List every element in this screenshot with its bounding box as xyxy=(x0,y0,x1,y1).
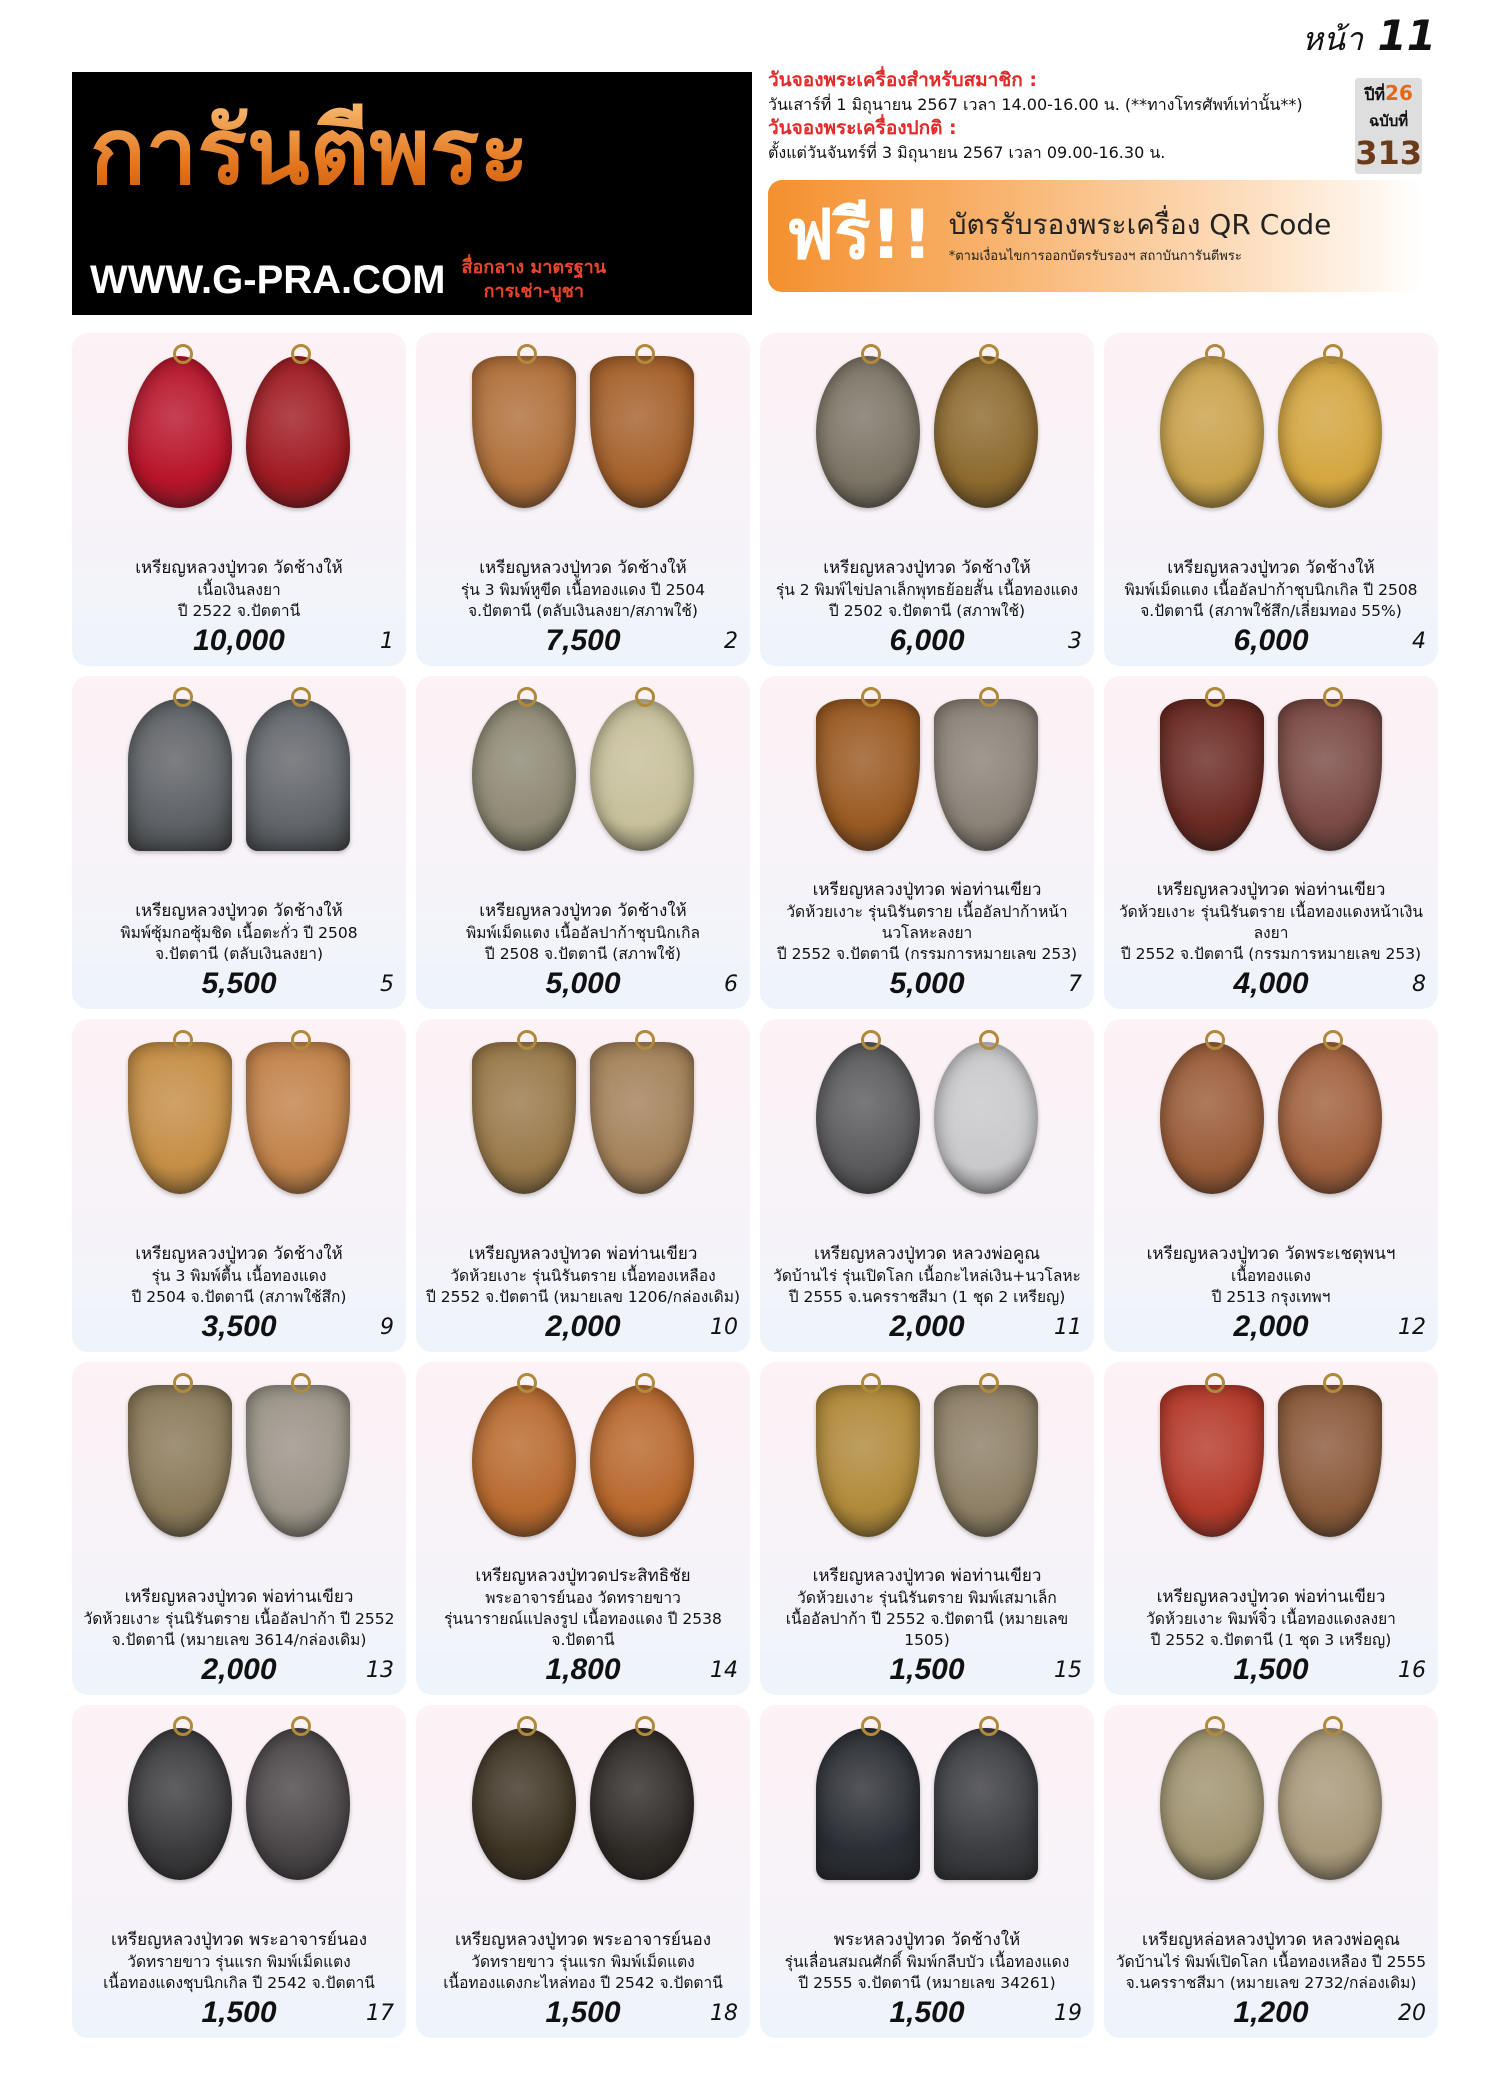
price: 10,000 xyxy=(193,624,285,657)
price: 2,000 xyxy=(1233,1310,1309,1343)
description-line: เหรียญหลวงปู่ทวด วัดช้างให้ xyxy=(1167,558,1375,578)
item-number: 7 xyxy=(1068,972,1082,997)
price-row xyxy=(416,622,750,666)
amulet-images xyxy=(760,1033,1094,1203)
amulet-photo-back xyxy=(934,356,1038,508)
description-line: จ.ปัตตานี (ตลับเงินลงยา) xyxy=(154,945,324,963)
description-line: ปี 2552 จ.ปัตตานี (กรรมการหมายเลข 253) xyxy=(776,945,1078,963)
description-line: วัดห้วยเงาะ รุ่นนิรันตราย เนื้ออัลปาก้า ปี 2552 xyxy=(83,1610,395,1628)
description-line: รุ่นเลื่อนสมณศักดิ์ พิมพ์กลีบบัว เนื้อทองแดง xyxy=(784,1953,1070,1971)
description-line: เหรียญหลวงปู่ทวด พ่อท่านเขียว xyxy=(468,1244,698,1264)
amulet-card[interactable] xyxy=(416,1019,750,1352)
price: 1,500 xyxy=(889,1653,965,1686)
header-info-row xyxy=(768,68,1422,174)
amulet-photo-back xyxy=(590,1728,694,1880)
amulet-photo-back xyxy=(1278,1385,1382,1537)
amulet-photo-front xyxy=(816,1042,920,1194)
description-line: เนื้ออัลปาก้า ปี 2552 จ.ปัตตานี (หมายเลข 1505) xyxy=(785,1610,1069,1649)
item-number: 13 xyxy=(366,1658,394,1683)
item-number: 8 xyxy=(1412,972,1426,997)
item-number: 9 xyxy=(380,1315,394,1340)
issue-number: 313 xyxy=(1355,134,1422,172)
amulet-description xyxy=(760,1203,1094,1308)
price: 7,500 xyxy=(545,624,621,657)
amulet-images xyxy=(416,347,750,517)
amulet-images xyxy=(416,1376,750,1546)
item-number: 12 xyxy=(1398,1315,1426,1340)
amulet-photo-front xyxy=(816,699,920,851)
price-row xyxy=(72,1308,406,1352)
amulet-images xyxy=(416,1719,750,1889)
price-row xyxy=(1104,1651,1438,1695)
magazine-logo xyxy=(72,72,752,315)
description-line: จ.ปัตตานี (สภาพใช้สึก/เลี่ยมทอง 55%) xyxy=(1140,602,1402,620)
description-line: เนื้อเงินลงยา xyxy=(197,581,281,599)
item-number: 20 xyxy=(1398,2001,1426,2026)
price-row xyxy=(760,965,1094,1009)
amulet-photo-back xyxy=(590,1385,694,1537)
header-right xyxy=(768,68,1422,292)
description-line: เหรียญหลวงปู่ทวด พ่อท่านเขียว xyxy=(812,1566,1042,1586)
amulet-grid xyxy=(72,333,1438,2038)
item-number: 10 xyxy=(710,1315,738,1340)
amulet-photo-front xyxy=(1160,356,1264,508)
description-line: ปี 2508 จ.ปัตตานี (สภาพใช้) xyxy=(484,945,682,963)
amulet-card[interactable] xyxy=(72,676,406,1009)
amulet-card[interactable] xyxy=(1104,1362,1438,1695)
amulet-photo-back xyxy=(934,1728,1038,1880)
amulet-description xyxy=(1104,1546,1438,1651)
amulet-images xyxy=(1104,1376,1438,1546)
description-line: ปี 2552 จ.ปัตตานี (1 ชุด 3 เหรียญ) xyxy=(1150,1631,1392,1649)
description-line: วัดห้วยเงาะ รุ่นนิรันตราย เนื้อทองแดงหน้าเงินลงยา xyxy=(1118,903,1424,942)
description-line: เหรียญหลวงปู่ทวด พ่อท่านเขียว xyxy=(812,880,1042,900)
item-number: 1 xyxy=(380,629,394,654)
description-line: วัดห้วยเงาะ รุ่นนิรันตราย เนื้ออัลปาก้าหน้านวโลหะลงยา xyxy=(786,903,1068,942)
description-line: เหรียญหลวงปู่ทวด พ่อท่านเขียว xyxy=(1156,880,1386,900)
price: 1,500 xyxy=(1233,1653,1309,1686)
amulet-images xyxy=(72,347,406,517)
amulet-images xyxy=(72,690,406,860)
amulet-card[interactable] xyxy=(760,1362,1094,1695)
amulet-card[interactable] xyxy=(72,1362,406,1695)
price: 3,500 xyxy=(201,1310,277,1343)
member-booking-heading: วันจองพระเครื่องสำหรับสมาชิก : xyxy=(768,69,1037,91)
price: 2,000 xyxy=(201,1653,277,1686)
price-row xyxy=(1104,1308,1438,1352)
description-line: เหรียญหลวงปู่ทวดประสิทธิชัย xyxy=(475,1566,691,1586)
logo-footer xyxy=(90,255,734,305)
amulet-photo-back xyxy=(1278,356,1382,508)
price: 1,500 xyxy=(545,1996,621,2029)
amulet-description xyxy=(416,1203,750,1308)
item-number: 11 xyxy=(1054,1315,1082,1340)
amulet-card[interactable] xyxy=(72,1019,406,1352)
booking-info xyxy=(768,68,1347,164)
price: 1,800 xyxy=(545,1653,621,1686)
amulet-description xyxy=(72,1203,406,1308)
price: 5,500 xyxy=(201,967,277,1000)
description-line: รุ่น 3 พิมพ์หูขีด เนื้อทองแดง ปี 2504 xyxy=(460,581,706,599)
price: 1,200 xyxy=(1233,1996,1309,2029)
amulet-card[interactable] xyxy=(760,1705,1094,2038)
amulet-card[interactable] xyxy=(1104,676,1438,1009)
description-line: พระอาจารย์นอง วัดทรายขาว xyxy=(485,1589,681,1607)
amulet-photo-front xyxy=(128,1728,232,1880)
amulet-card[interactable] xyxy=(1104,333,1438,666)
price-row xyxy=(416,1308,750,1352)
amulet-description xyxy=(416,1546,750,1651)
description-line: ปี 2555 จ.ปัตตานี (หมายเลข 34261) xyxy=(798,1974,1056,1992)
description-line: พิมพ์เม็ดแตง เนื้ออัลปาก้าชุบนิกเกิล xyxy=(466,924,700,942)
amulet-description xyxy=(416,1889,750,1994)
description-line: เหรียญหลวงปู่ทวด พ่อท่านเขียว xyxy=(1156,1587,1386,1607)
amulet-card[interactable] xyxy=(1104,1019,1438,1352)
amulet-card[interactable] xyxy=(416,333,750,666)
description-line: เหรียญหลวงปู่ทวด วัดช้างให้ xyxy=(135,1244,343,1264)
amulet-images xyxy=(760,347,1094,517)
item-number: 14 xyxy=(710,1658,738,1683)
amulet-description xyxy=(72,517,406,622)
amulet-photo-front xyxy=(472,1728,576,1880)
item-number: 4 xyxy=(1412,629,1426,654)
amulet-description xyxy=(1104,1203,1438,1308)
logo-tagline: สื่อกลาง มาตรฐาน การเช่า-บูชา xyxy=(461,257,607,302)
amulet-images xyxy=(1104,1719,1438,1889)
description-line: เนื้อทองแดงชุบนิกเกิล ปี 2542 จ.ปัตตานี xyxy=(103,1974,375,1992)
description-line: เหรียญหลวงปู่ทวด พระอาจารย์นอง xyxy=(454,1930,711,1950)
amulet-card[interactable] xyxy=(760,1019,1094,1352)
description-line: วัดบ้านไร่ รุ่นเปิดโลก เนื้อกะไหล่เงิน+นวโลหะ xyxy=(773,1267,1081,1285)
amulet-images xyxy=(1104,347,1438,517)
amulet-photo-back xyxy=(246,1042,350,1194)
amulet-images xyxy=(760,1719,1094,1889)
amulet-description xyxy=(760,1889,1094,1994)
price-row xyxy=(1104,1994,1438,2038)
amulet-description xyxy=(416,517,750,622)
description-line: เหรียญหลวงปู่ทวด พ่อท่านเขียว xyxy=(124,1587,354,1607)
banner-title: บัตรรับรองพระเครื่อง QR Code xyxy=(948,208,1332,241)
description-line: จ.ปัตตานี (ตลับเงินลงยา/สภาพใช้) xyxy=(468,602,698,620)
amulet-photo-back xyxy=(1278,1042,1382,1194)
amulet-card[interactable] xyxy=(72,333,406,666)
amulet-photo-front xyxy=(816,356,920,508)
description-line: ปี 2552 จ.ปัตตานี (กรรมการหมายเลข 253) xyxy=(1120,945,1422,963)
amulet-photo-front xyxy=(128,1385,232,1537)
item-number: 15 xyxy=(1054,1658,1082,1683)
description-line: เหรียญหลวงปู่ทวด วัดช้างให้ xyxy=(823,558,1031,578)
amulet-photo-back xyxy=(246,1728,350,1880)
description-line: เนื้อทองแดงกะไหล่ทอง ปี 2542 จ.ปัตตานี xyxy=(443,1974,723,1992)
price: 4,000 xyxy=(1233,967,1309,1000)
amulet-card[interactable] xyxy=(416,1362,750,1695)
amulet-photo-front xyxy=(128,356,232,508)
qr-certificate-banner xyxy=(768,180,1422,292)
description-line: รุ่น 2 พิมพ์ไข่ปลาเล็กพุทธย้อยสั้น เนื้อทองแดง xyxy=(775,581,1079,599)
description-line: ปี 2555 จ.นครราชสีมา (1 ชุด 2 เหรียญ) xyxy=(788,1288,1066,1306)
amulet-photo-back xyxy=(1278,699,1382,851)
normal-booking-heading: วันจองพระเครื่องปกติ : xyxy=(768,117,957,139)
description-line: จ.นครราชสีมา (หมายเลข 2732/กล่องเดิม) xyxy=(1125,1974,1417,1992)
description-line: เหรียญหลวงปู่ทวด พระอาจารย์นอง xyxy=(110,1930,367,1950)
price-row xyxy=(72,622,406,666)
description-line: เนื้อทองแดง xyxy=(1231,1267,1311,1285)
amulet-photo-front xyxy=(1160,699,1264,851)
description-line: เหรียญหลวงปู่ทวด วัดช้างให้ xyxy=(479,558,687,578)
price-row xyxy=(760,622,1094,666)
amulet-photo-front xyxy=(1160,1385,1264,1537)
price: 6,000 xyxy=(889,624,965,657)
amulet-description xyxy=(1104,860,1438,965)
description-line: จ.ปัตตานี (หมายเลข 3614/กล่องเดิม) xyxy=(111,1631,367,1649)
item-number: 17 xyxy=(366,2001,394,2026)
price: 5,000 xyxy=(545,967,621,1000)
price-row xyxy=(1104,622,1438,666)
description-line: รุ่น 3 พิมพ์ตื้น เนื้อทองแดง xyxy=(151,1267,327,1285)
amulet-card[interactable] xyxy=(416,676,750,1009)
description-line: ปี 2504 จ.ปัตตานี (สภาพใช้สึก) xyxy=(131,1288,347,1306)
item-number: 19 xyxy=(1054,2001,1082,2026)
amulet-photo-front xyxy=(472,699,576,851)
amulet-photo-back xyxy=(1278,1728,1382,1880)
item-number: 5 xyxy=(380,972,394,997)
description-line: ปี 2522 จ.ปัตตานี xyxy=(177,602,301,620)
price-row xyxy=(72,1651,406,1695)
amulet-description xyxy=(416,860,750,965)
price-row xyxy=(72,1994,406,2038)
description-line: เหรียญหล่อหลวงปู่ทวด หลวงพ่อคูณ xyxy=(1142,1930,1400,1950)
amulet-images xyxy=(72,1033,406,1203)
item-number: 6 xyxy=(724,972,738,997)
description-line: เหรียญหลวงปู่ทวด วัดช้างให้ xyxy=(135,558,343,578)
amulet-card[interactable] xyxy=(760,676,1094,1009)
amulet-photo-back xyxy=(590,356,694,508)
amulet-photo-back xyxy=(934,699,1038,851)
price-row xyxy=(760,1308,1094,1352)
description-line: พิมพ์ซุ้มกอซุ้มชิด เนื้อตะกั่ว ปี 2508 xyxy=(120,924,358,942)
item-number: 2 xyxy=(724,629,738,654)
amulet-photo-back xyxy=(590,699,694,851)
amulet-photo-front xyxy=(472,1385,576,1537)
price: 2,000 xyxy=(545,1310,621,1343)
price: 5,000 xyxy=(889,967,965,1000)
amulet-photo-front xyxy=(1160,1042,1264,1194)
amulet-images xyxy=(72,1719,406,1889)
amulet-photo-front xyxy=(1160,1728,1264,1880)
item-number: 3 xyxy=(1068,629,1082,654)
amulet-card[interactable] xyxy=(760,333,1094,666)
amulet-description xyxy=(760,860,1094,965)
description-line: เหรียญหลวงปู่ทวด วัดพระเชตุพนฯ xyxy=(1146,1244,1396,1264)
free-label: ฟรี!! xyxy=(786,196,933,275)
logo-url: WWW.G-PRA.COM xyxy=(90,258,446,302)
amulet-photo-front xyxy=(472,1042,576,1194)
amulet-images xyxy=(416,690,750,860)
description-line: ปี 2552 จ.ปัตตานี (หมายเลข 1206/กล่องเดิม) xyxy=(426,1288,740,1306)
description-line: ปี 2513 กรุงเทพฯ xyxy=(1211,1288,1331,1306)
amulet-photo-back xyxy=(934,1042,1038,1194)
description-line: ปี 2502 จ.ปัตตานี (สภาพใช้) xyxy=(828,602,1026,620)
amulet-photo-back xyxy=(590,1042,694,1194)
member-booking-detail: วันเสาร์ที่ 1 มิถุนายน 2567 เวลา 14.00-16.00 น. (**ทางโทรศัพท์เท่านั้น**) xyxy=(768,95,1303,114)
description-line: วัดห้วยเงาะ รุ่นนิรันตราย เนื้อทองเหลือง xyxy=(450,1267,716,1285)
amulet-images xyxy=(1104,1033,1438,1203)
amulet-description xyxy=(1104,1889,1438,1994)
description-line: รุ่นนารายณ์แปลงรูป เนื้อทองแดง ปี 2538 จ.ปัตตานี xyxy=(444,1610,722,1649)
amulet-photo-front xyxy=(816,1728,920,1880)
amulet-description xyxy=(760,1546,1094,1651)
banner-note: *ตามเงื่อนไขการออกบัตรรับรองฯ สถาบันการันตีพระ xyxy=(948,249,1242,264)
amulet-description xyxy=(760,517,1094,622)
price: 2,000 xyxy=(889,1310,965,1343)
amulet-description xyxy=(72,1546,406,1651)
description-line: เหรียญหลวงปู่ทวด วัดช้างให้ xyxy=(135,901,343,921)
description-line: เหรียญหลวงปู่ทวด หลวงพ่อคูณ xyxy=(813,1244,1041,1264)
price: 1,500 xyxy=(201,1996,277,2029)
price-row xyxy=(416,965,750,1009)
description-line: พิมพ์เม็ดแตง เนื้ออัลปาก้าชุบนิกเกิล ปี 2508 xyxy=(1124,581,1418,599)
price-row xyxy=(760,1651,1094,1695)
amulet-images xyxy=(1104,690,1438,860)
amulet-card[interactable] xyxy=(1104,1705,1438,2038)
amulet-photo-front xyxy=(472,356,576,508)
price: 1,500 xyxy=(889,1996,965,2029)
amulet-photo-front xyxy=(128,1042,232,1194)
price-row xyxy=(416,1651,750,1695)
description-line: วัดห้วยเงาะ รุ่นนิรันตราย พิมพ์เสมาเล็ก xyxy=(797,1589,1057,1607)
issue-badge: ปีที่26 ฉบับที่ 313 xyxy=(1355,78,1422,174)
price-row xyxy=(72,965,406,1009)
amulet-images xyxy=(72,1376,406,1546)
price-row xyxy=(416,1994,750,2038)
description-line: วัดทรายขาว รุ่นแรก พิมพ์เม็ดแตง xyxy=(127,1953,351,1971)
amulet-images xyxy=(760,690,1094,860)
price: 6,000 xyxy=(1233,624,1309,657)
description-line: วัดบ้านไร่ พิมพ์เปิดโลก เนื้อทองเหลือง ปี 2555 xyxy=(1115,1953,1427,1971)
amulet-photo-front xyxy=(128,699,232,851)
logo-title: การันตีพระ xyxy=(90,82,734,222)
amulet-photo-back xyxy=(246,356,350,508)
description-line: วัดทรายขาว รุ่นแรก พิมพ์เม็ดแตง xyxy=(471,1953,695,1971)
amulet-photo-back xyxy=(246,699,350,851)
item-number: 18 xyxy=(710,2001,738,2026)
price-row xyxy=(1104,965,1438,1009)
amulet-photo-back xyxy=(246,1385,350,1537)
amulet-photo-front xyxy=(816,1385,920,1537)
banner-text xyxy=(949,206,1332,266)
price-row xyxy=(760,1994,1094,2038)
description-line: วัดห้วยเงาะ พิมพ์จิ๋ว เนื้อทองแดงลงยา xyxy=(1146,1610,1396,1628)
page-number: หน้า 11 xyxy=(1301,11,1436,60)
amulet-description xyxy=(72,860,406,965)
amulet-card[interactable] xyxy=(72,1705,406,2038)
description-line: พระหลวงปู่ทวด วัดช้างให้ xyxy=(833,1930,1021,1950)
amulet-card[interactable] xyxy=(416,1705,750,2038)
normal-booking-detail: ตั้งแต่วันจันทร์ที่ 3 มิถุนายน 2567 เวลา 09.00-16.30 น. xyxy=(768,143,1166,162)
amulet-images xyxy=(416,1033,750,1203)
amulet-images xyxy=(760,1376,1094,1546)
description-line: เหรียญหลวงปู่ทวด วัดช้างให้ xyxy=(479,901,687,921)
amulet-description xyxy=(1104,517,1438,622)
amulet-photo-back xyxy=(934,1385,1038,1537)
item-number: 16 xyxy=(1398,1658,1426,1683)
amulet-description xyxy=(72,1889,406,1994)
